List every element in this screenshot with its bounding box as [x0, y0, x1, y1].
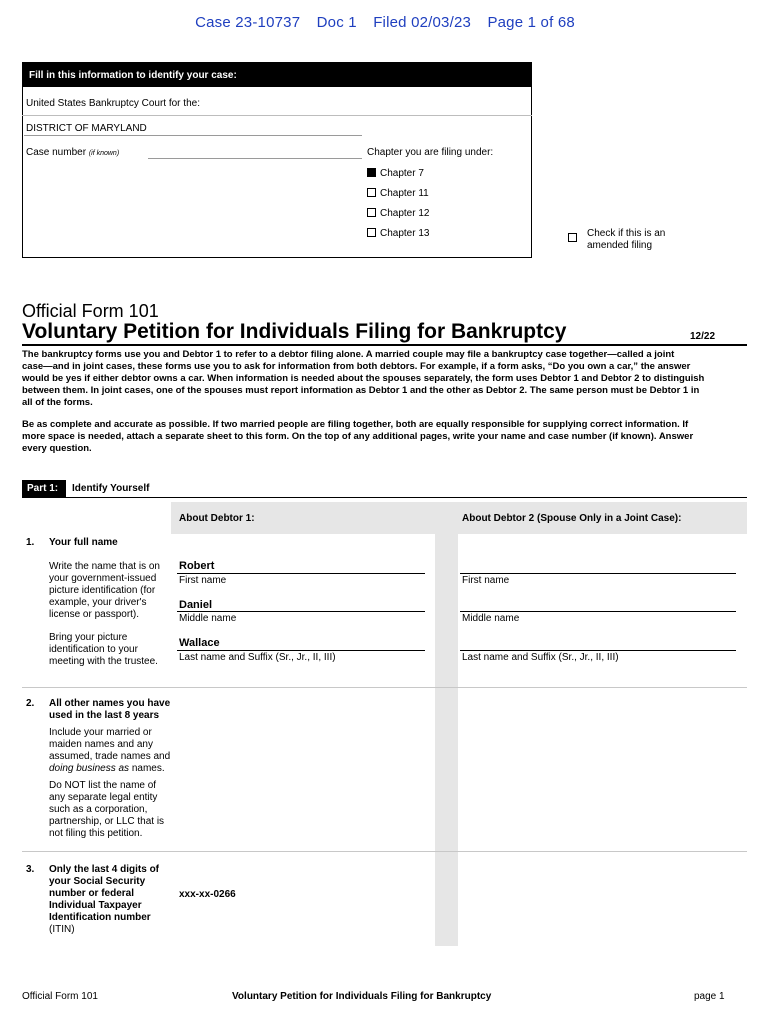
- q2-separator: [22, 851, 747, 852]
- debtor-1-middle-name[interactable]: Daniel: [179, 599, 213, 611]
- q2-help-dba-rest: names.: [129, 763, 165, 774]
- q2-title: [49, 698, 174, 722]
- debtor-2-middle-caption: Middle name: [462, 613, 520, 624]
- q3-number: 3.: [26, 864, 35, 875]
- district-field[interactable]: DISTRICT OF MARYLAND: [26, 123, 147, 134]
- form-version: 12/22: [690, 331, 716, 342]
- q1-help-line: example, your driver's: [49, 597, 147, 608]
- part-1-badge: Part 1:: [22, 480, 66, 497]
- chapter-11-option[interactable]: [367, 188, 429, 199]
- q1-help-line: your government-issued: [49, 573, 157, 584]
- debtor-2-first-caption: First name: [462, 575, 510, 586]
- stamp-case: Case 23-10737: [195, 14, 301, 31]
- q1-help-line: identification to your: [49, 644, 138, 655]
- part-1-title: Identify Yourself: [72, 483, 150, 494]
- q3-title-line: Identification number: [49, 912, 151, 923]
- footer-form-number: Official Form 101: [22, 991, 98, 1002]
- stamp-filed: Filed 02/03/23: [373, 14, 472, 31]
- debtor-1-middle-underline: [177, 611, 425, 612]
- part-1-rule: [22, 497, 747, 498]
- debtor-2-last-caption: Last name and Suffix (Sr., Jr., II, III): [462, 652, 619, 663]
- debtor-1-ssn[interactable]: xxx-xx-0266: [179, 889, 236, 900]
- chapter-7-checkbox[interactable]: [367, 168, 376, 177]
- instructions-paragraph-1: [22, 349, 747, 409]
- q3-title: [49, 864, 174, 924]
- court-label: United States Bankruptcy Court for the:: [26, 98, 200, 109]
- chapter-11-checkbox[interactable]: [367, 188, 376, 197]
- court-filing-stamp: [0, 14, 770, 31]
- amended-checkbox-box[interactable]: [568, 233, 577, 242]
- title-rule: [22, 344, 747, 346]
- debtor-1-first-caption: First name: [179, 575, 227, 586]
- q1-help-line: meeting with the trustee.: [49, 656, 158, 667]
- chapter-13-checkbox[interactable]: [367, 228, 376, 237]
- instr-p1-line-4: between them. In joint cases, one of the spouses must report information as Debtor 1 and the other as Debtor 2. The same person must be Debtor 1 in: [22, 385, 700, 396]
- q2-help-line: such as a corporation,: [49, 804, 148, 815]
- chapter-13-option[interactable]: [367, 228, 429, 239]
- case-identification-header: Fill in this information to identify your case:: [23, 63, 531, 87]
- stamp-page: Page 1 of 68: [487, 14, 575, 31]
- stamp-doc: Doc 1: [316, 14, 357, 31]
- instr-p1-line-1: The bankruptcy forms use you and Debtor 1 to refer to a debtor filing alone. A married couple may file a bankruptcy case together—called a joint: [22, 349, 675, 360]
- debtor-1-first-underline: [177, 573, 425, 574]
- q2-help-line: partnership, or LLC that is: [49, 816, 165, 827]
- debtor-2-first-underline: [460, 573, 736, 574]
- q1-help-trustee: [49, 632, 174, 668]
- form-number: Official Form 101: [22, 301, 159, 321]
- q3-title-line: Only the last 4 digits of: [49, 864, 160, 875]
- q3-title-tail: (ITIN): [49, 924, 75, 935]
- court-divider: [22, 115, 532, 116]
- q1-separator: [22, 687, 747, 688]
- case-number-label-text: Case number: [26, 147, 87, 158]
- instr-p2-line-3: every question.: [22, 443, 92, 454]
- q1-number: 1.: [26, 537, 35, 548]
- footer-form-title: Voluntary Petition for Individuals Filing for Bankruptcy: [232, 991, 492, 1002]
- q3-title-line: your Social Security: [49, 876, 146, 887]
- chapter-12-option[interactable]: [367, 208, 429, 219]
- debtor-2-middle-underline: [460, 611, 736, 612]
- debtor-1-first-name[interactable]: Robert: [179, 560, 215, 572]
- debtor-1-last-underline: [177, 650, 425, 651]
- instr-p1-line-5: all of the forms.: [22, 397, 93, 408]
- case-number-label: [26, 147, 119, 158]
- instr-p2-line-2: more space is needed, attach a separate sheet to this form. On the top of any additional pages, write your name and case number (if known). Answer: [22, 431, 694, 442]
- amended-label-line-2: amended filing: [587, 240, 653, 251]
- q2-help-dba-italic: doing business as: [49, 763, 130, 774]
- q2-title-line: All other names you have: [49, 698, 171, 709]
- q3-title-line: Individual Taxpayer: [49, 900, 142, 911]
- q2-help-line: Include your married or: [49, 727, 152, 738]
- q1-help-line: Bring your picture: [49, 632, 128, 643]
- q1-help-line: license or passport).: [49, 609, 140, 620]
- debtor-1-last-caption: Last name and Suffix (Sr., Jr., II, III): [179, 652, 336, 663]
- amended-filing-label: [587, 228, 665, 252]
- q2-help-line: Do NOT list the name of: [49, 780, 157, 791]
- q1-help-line: picture identification (for: [49, 585, 156, 596]
- q2-help-include: [49, 727, 174, 775]
- debtor-1-middle-caption: Middle name: [179, 613, 237, 624]
- amended-label-line-1: Check if this is an: [587, 228, 666, 239]
- instr-p1-line-2: case—and in joint cases, these forms use you to ask for information from both debtors. For example, if a form asks, “Do you own a car,” the answer: [22, 361, 691, 372]
- q2-help-line: assumed, trade names and: [49, 751, 171, 762]
- chapter-7-option[interactable]: [367, 168, 424, 179]
- debtor-1-last-name[interactable]: Wallace: [179, 637, 220, 649]
- chapter-label: Chapter you are filing under:: [367, 147, 494, 158]
- case-number-underline: [148, 158, 362, 159]
- case-number-hint: (if known): [88, 150, 120, 157]
- chapter-12-label: Chapter 12: [380, 208, 430, 219]
- q3-title-line: number or federal: [49, 888, 135, 899]
- chapter-7-label: Chapter 7: [380, 168, 424, 179]
- chapter-13-label: Chapter 13: [380, 228, 430, 239]
- debtor-2-last-underline: [460, 650, 736, 651]
- district-underline: [24, 135, 362, 136]
- q1-help-id: [49, 561, 174, 621]
- case-number-input[interactable]: [148, 146, 362, 158]
- instr-p1-line-3: would be yes if either debtor owns a car. When information is needed about the spouses separately, the form uses Debtor 1 and Debtor 2 to distinguish: [22, 373, 705, 384]
- column-gutter: [435, 534, 458, 946]
- form-title: Voluntary Petition for Individuals Filing for Bankruptcy: [22, 320, 567, 343]
- chapter-11-label: Chapter 11: [380, 188, 429, 199]
- q2-number: 2.: [26, 698, 35, 709]
- q2-help-line: not filing this petition.: [49, 828, 143, 839]
- instr-p2-line-1: Be as complete and accurate as possible. If two married people are filing together, both are equally responsible for supplying correct information. If: [22, 419, 689, 430]
- q2-help-line-dba: [49, 763, 174, 775]
- amended-filing-checkbox[interactable]: [568, 228, 581, 246]
- q2-help-do-not: [49, 780, 174, 840]
- q2-title-line: used in the last 8 years: [49, 710, 160, 721]
- debtor-2-column-header: About Debtor 2 (Spouse Only in a Joint Case):: [462, 513, 682, 524]
- q2-help-line: any separate legal entity: [49, 792, 158, 803]
- q1-title: Your full name: [49, 537, 118, 548]
- q2-help-line: maiden names and any: [49, 739, 153, 750]
- q1-help-line: Write the name that is on: [49, 561, 160, 572]
- chapter-12-checkbox[interactable]: [367, 208, 376, 217]
- debtor-1-column-header: About Debtor 1:: [179, 513, 255, 524]
- case-identification-box: [22, 62, 532, 258]
- instructions-paragraph-2: [22, 419, 747, 455]
- footer-page-number: page 1: [694, 991, 725, 1002]
